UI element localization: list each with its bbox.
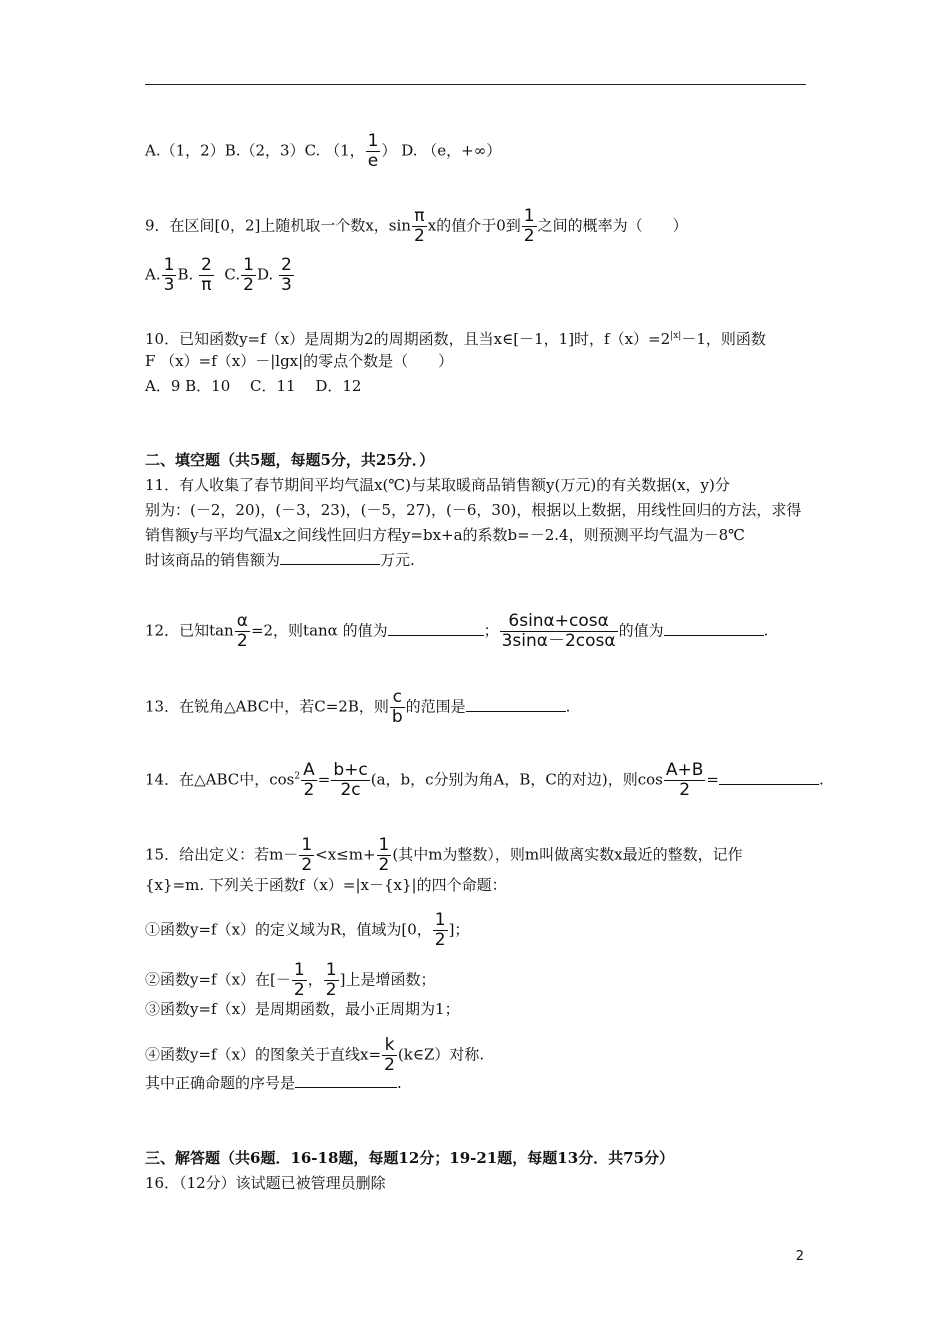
fraction: $\frac{A}{2}$ (303, 760, 315, 800)
fraction: $\frac{2}{3}$ (280, 255, 292, 295)
q15-line-1: 15．给出定义：若m－ $\frac{1}{2}$ <x≤m+ $\frac{1}{2}$ (其中m为整数），则m叫做离实数x最近的整数，记作 (145, 835, 743, 875)
q15-answer-line: 其中正确命题的序号是 . (145, 1074, 402, 1092)
header-rule (145, 84, 806, 85)
q15-proposition-1: ①函数y=f（x）的定义域为R，值域为[0， $\frac{1}{2}$ ]； (145, 910, 470, 950)
q15-proposition-4: ④函数y=f（x）的图象关于直线x= $\frac{k}{2}$ (k∈Z）对称. (145, 1035, 485, 1075)
answer-blank (388, 621, 484, 636)
fraction: $\frac{6\sin\alpha+\cos\alpha}{3\sin\alpha-2\cos\alpha}$ (501, 611, 616, 651)
q10-options: A．9 B．10 C．11 D．12 (145, 377, 362, 395)
q8-option-d: D. （e，+∞） (401, 141, 502, 160)
q10-line-1: 10．已知函数y=f（x）是周期为2的周期函数，且当x∈[－1，1]时，$f(x)=2^{|x|}-1$，则函数 (145, 330, 766, 348)
q12: 12．已知tan $\frac{\alpha}{2}$ =2，则tanα 的值为 ； $\frac{6\sin\alpha+\cos\alpha}{3\sin\alpha-2\cos\alpha}$ 的值为 . (145, 611, 769, 651)
fraction: $\frac{1}{2}$ (434, 910, 446, 950)
answer-blank (466, 697, 566, 712)
q15-proposition-2: ②函数y=f（x）在[－ $\frac{1}{2}$ ， $\frac{1}{2}$ ]上是增函数； (145, 960, 436, 1000)
page-number: 2 (795, 1249, 804, 1264)
q14: 14．在△ABC中，$\cos^2$ $\frac{A}{2}$ = $\frac{b+c}{2c}$ (a，b，c分别为角A，B，C的对边)，则cos $\frac{A+B}{2}$ = . (145, 760, 824, 800)
fraction: $\frac{1}{2}$ (293, 960, 305, 1000)
fraction: $\frac{A+B}{2}$ (665, 760, 704, 800)
fraction: $\frac{\alpha}{2}$ (236, 611, 248, 651)
q15-proposition-3: ③函数y=f（x）是周期函数，最小正周期为1； (145, 1000, 460, 1018)
answer-blank (664, 621, 764, 636)
section-2-title: 二、填空题（共5题，每题5分，共25分．） (145, 451, 435, 469)
answer-blank (719, 770, 819, 785)
q15-line-2: {x}=m. 下列关于函数f（x）=|x－{x}|的四个命题： (145, 876, 507, 894)
q11-line-1: 11．有人收集了春节期间平均气温x(℃)与某取暖商品销售额y(万元)的有关数据(x，y)分 (145, 476, 730, 494)
answer-blank (295, 1073, 397, 1088)
q8-option-b: B.（2，3） (224, 141, 305, 160)
fraction: $\frac{2}{\pi}$ (201, 255, 212, 295)
fraction: $\frac{1}{2}$ (243, 255, 254, 295)
q11-line-4: 时该商品的销售额为 万元. (145, 551, 415, 569)
fraction: $\frac{1}{2}$ (325, 960, 337, 1000)
q8-option-a: A.（1，2） (145, 141, 225, 160)
fraction: $\frac{1}{3}$ (163, 255, 175, 295)
section-3-title: 三、解答题（共6题．16-18题，每题12分；19-21题，每题13分．共75分） (145, 1149, 675, 1167)
q8-options: A.（1，2）B.（2，3）C. （1， $\frac{1}{e}$ ） D. （e，+∞） (145, 131, 502, 171)
fraction: $\frac{c}{b}$ (391, 687, 403, 727)
fraction: $\frac{1}{e}$ (367, 131, 379, 171)
fraction: $\frac{1}{2}$ (301, 835, 313, 875)
q8-option-c: C. （1， (304, 141, 365, 160)
q11-line-2: 别为：(－2，20)，(－3，23)，(－5，27)，(－6，30)，根据以上数据，用线性回归的方法，求得 (145, 501, 802, 519)
q10-line-2: F （x）=f（x）－|lgx|的零点个数是（ ） (145, 352, 454, 370)
answer-blank (280, 550, 380, 565)
fraction: $\frac{1}{2}$ (378, 835, 390, 875)
q13: 13．在锐角△ABC中，若C=2B，则 $\frac{c}{b}$ 的范围是 . (145, 687, 571, 727)
fraction: $\frac{1}{2}$ (523, 206, 535, 246)
q9-options: A. $\frac{1}{3}$ B. $\frac{2}{\pi}$ C. $\frac{1}{2}$ D. $\frac{2}{3}$ (145, 255, 292, 295)
q11-line-3: 销售额y与平均气温x之间线性回归方程y=bx+a的系数b=－2.4，则预测平均气温为－8℃ (145, 526, 745, 544)
q9-stem: 9．在区间[0，2]上随机取一个数x，sin $\frac{\pi}{2}$ x的值介于0到 $\frac{1}{2}$ 之间的概率为（ ） (145, 206, 688, 246)
fraction: $\frac{\pi}{2}$ (413, 206, 425, 246)
fraction: $\frac{k}{2}$ (384, 1035, 395, 1075)
fraction: $\frac{b+c}{2c}$ (333, 760, 368, 800)
q16: 16．（12分）该试题已被管理员删除 (145, 1174, 386, 1192)
